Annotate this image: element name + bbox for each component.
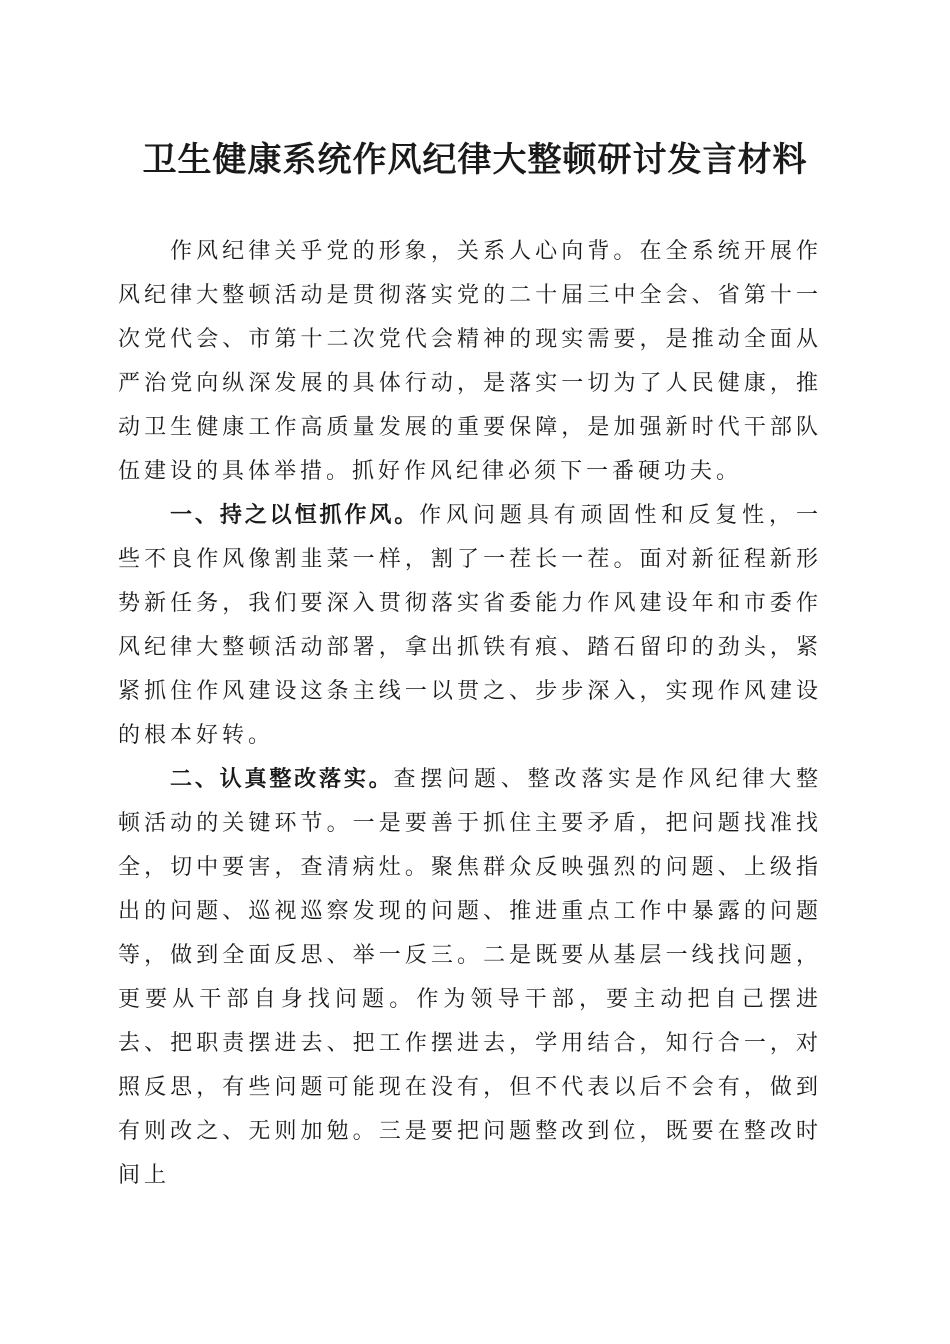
paragraph-intro (118, 230, 822, 494)
paragraph-text: 作风问题具有顽固性和反复性，一些不良作风像割韭菜一样，割了一茬长一茬。面对新征程新形势新任务，我们要深入贯彻落实省委能力作风建设年和市委作风纪律大整顿活动部署，拿出抓铁有痕、踏石留印的劲头，紧紧抓住作风建设这条主线一以贯之、步步深入，实现作风建设的根本好转。 (118, 503, 822, 748)
paragraph-section-1 (118, 494, 822, 758)
document-title: 卫生健康系统作风纪律大整顿研讨发言材料 (142, 140, 808, 180)
paragraph-text: 查摆问题、整改落实是作风纪律大整顿活动的关键环节。一是要善于抓住主要矛盾，把问题找准找全，切中要害，查清病灶。聚焦群众反映强烈的问题、上级指出的问题、巡视巡察发现的问题、推进重点工作中暴露的问题等，做到全面反思、举一反三。二是既要从基层一线找问题，更要从干部自身找问题。作为领导干部，要主动把自己摆进去、把职责摆进去、把工作摆进去，学用结合，知行合一，对照反思，有些问题可能现在没有，但不代表以后不会有，做到有则改之、无则加勉。三是要把问题整改到位，既要在整改时间上 (118, 767, 822, 1188)
section-heading: 二、认真整改落实。 (170, 767, 394, 792)
document-body (118, 230, 822, 1198)
paragraph-section-2 (118, 758, 822, 1198)
section-heading: 一、持之以恒抓作风。 (170, 503, 420, 528)
paragraph-text: 作风纪律关乎党的形象，关系人心向背。在全系统开展作风纪律大整顿活动是贯彻落实党的二十届三中全会、省第十一次党代会、市第十二次党代会精神的现实需要，是推动全面从严治党向纵深发展的具体行动，是落实一切为了人民健康，推动卫生健康工作高质量发展的重要保障，是加强新时代干部队伍建设的具体举措。抓好作风纪律必须下一番硬功夫。 (118, 239, 822, 484)
